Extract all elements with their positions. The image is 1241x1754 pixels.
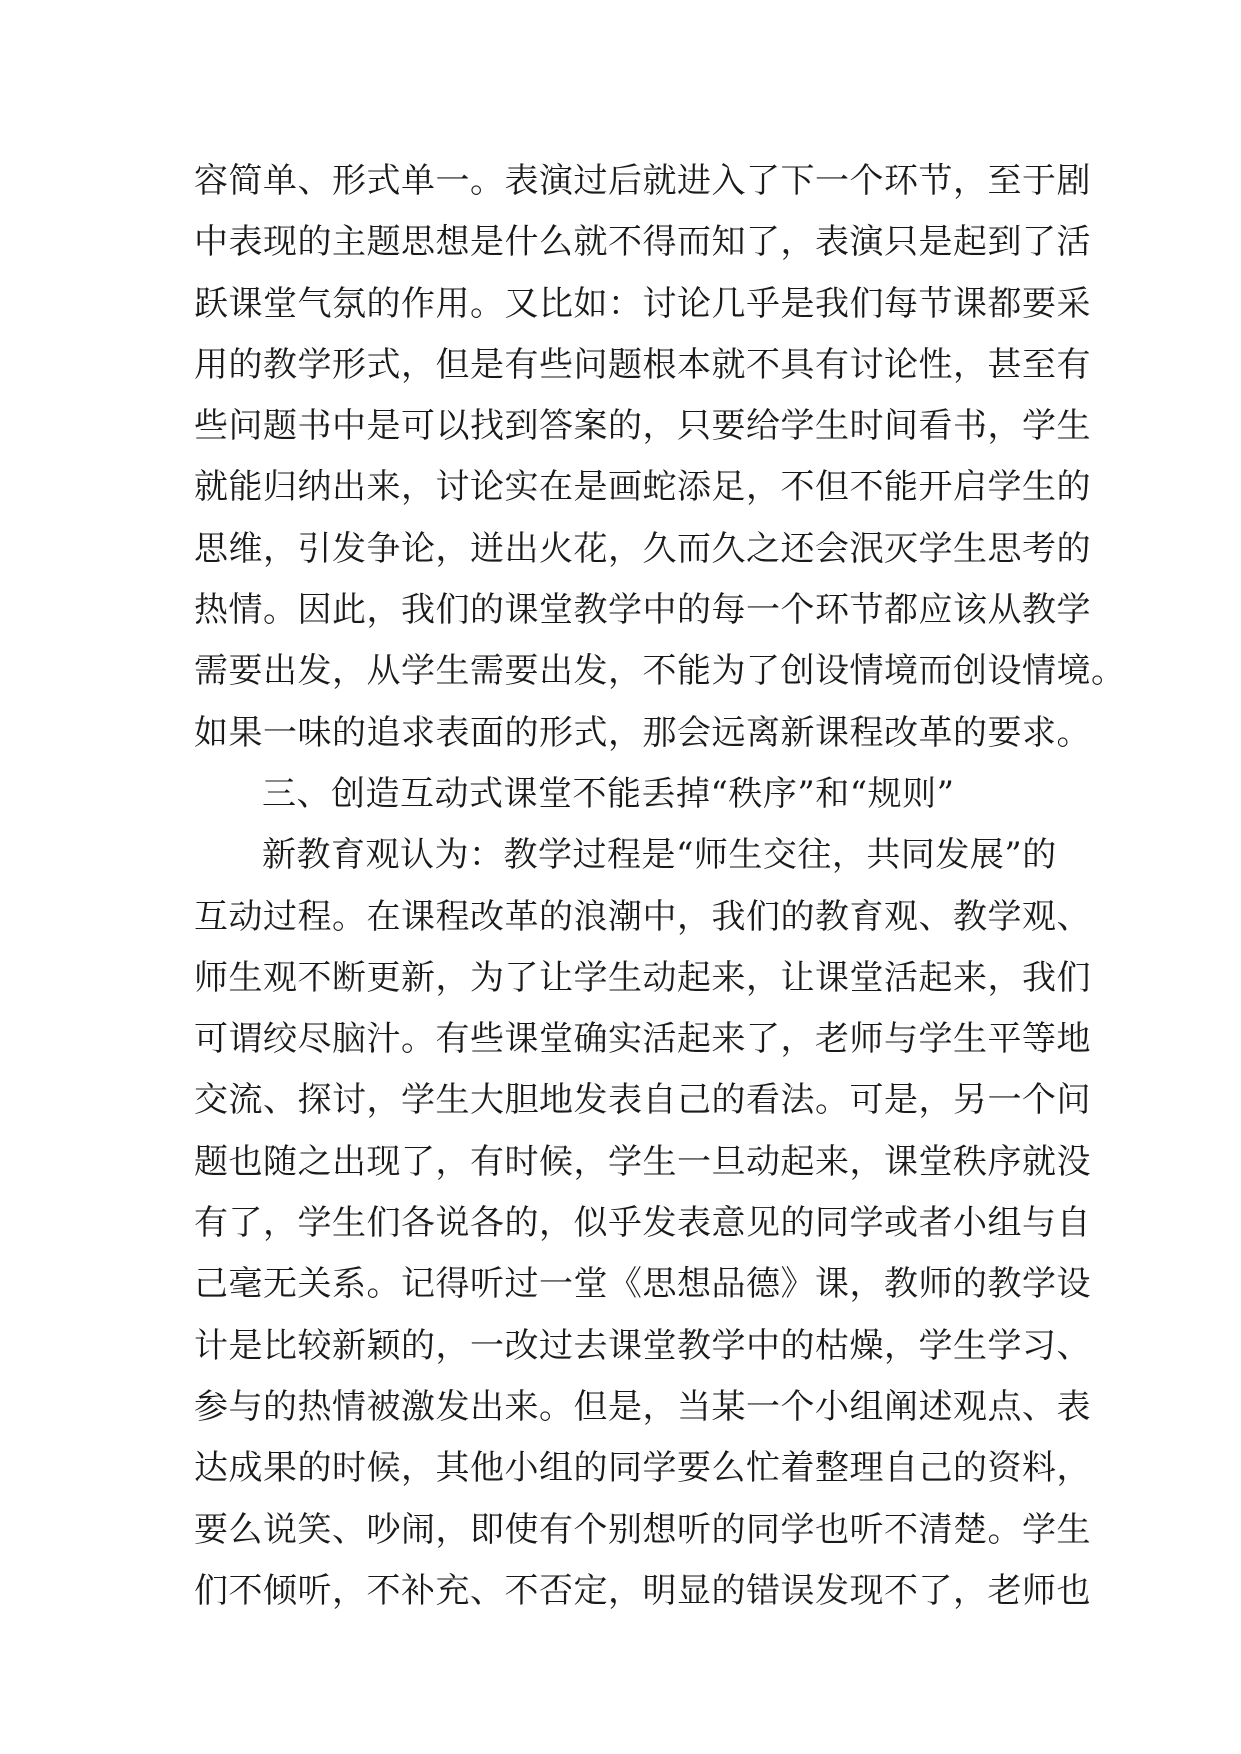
text-line: 就能归纳出来，讨论实在是画蛇添足，不但不能开启学生的	[194, 467, 1091, 508]
text-line: 交流、探讨，学生大胆地发表自己的看法。可是，另一个问	[194, 1080, 1091, 1121]
text-line: 们不倾听，不补充、不否定，明显的错误发现不了，老师也	[194, 1570, 1091, 1611]
text-line: 可谓绞尽脑汁。有些课堂确实活起来了，老师与学生平等地	[194, 1019, 1091, 1060]
text-line: 热情。因此，我们的课堂教学中的每一个环节都应该从教学	[194, 590, 1091, 631]
section-heading: 三、创造互动式课堂不能丢掉“秩序”和“规则”	[262, 773, 955, 814]
text-line: 跃课堂气氛的作用。又比如：讨论几乎是我们每节课都要采	[194, 283, 1091, 324]
text-line: 容简单、形式单一。表演过后就进入了下一个环节，至于剧	[194, 161, 1091, 201]
text-line: 师生观不断更新，为了让学生动起来，让课堂活起来，我们	[194, 957, 1091, 998]
paragraph-start: 新教育观认为：教学过程是“师生交往，共同发展”的	[262, 835, 1057, 876]
text-line: 互动过程。在课程改革的浪潮中，我们的教育观、教学观、	[194, 896, 1091, 937]
text-line: 有了，学生们各说各的，似乎发表意见的同学或者小组与自	[194, 1203, 1091, 1244]
text-line: 中表现的主题思想是什么就不得而知了，表演只是起到了活	[194, 222, 1091, 263]
text-line: 参与的热情被激发出来。但是，当某一个小组阐述观点、表	[194, 1386, 1091, 1427]
text-line: 题也随之出现了，有时候，学生一旦动起来，课堂秩序就没	[194, 1141, 1091, 1182]
text-line: 己毫无关系。记得听过一堂《思想品德》课，教师的教学设	[194, 1264, 1091, 1305]
text-line: 计是比较新颖的，一改过去课堂教学中的枯燥，学生学习、	[194, 1325, 1091, 1366]
text-line: 如果一味的追求表面的形式，那会远离新课程改革的要求。	[194, 712, 1091, 753]
text-line: 思维，引发争论，迸出火花，久而久之还会泯灭学生思考的	[194, 528, 1091, 569]
text-line: 用的教学形式，但是有些问题根本就不具有讨论性，甚至有	[194, 344, 1091, 385]
text-line: 些问题书中是可以找到答案的，只要给学生时间看书，学生	[194, 406, 1091, 447]
text-line: 达成果的时候，其他小组的同学要么忙着整理自己的资料，	[194, 1448, 1091, 1489]
text-line: 需要出发，从学生需要出发，不能为了创设情境而创设情境。	[194, 651, 1126, 692]
body-text	[194, 161, 1126, 1635]
text-line: 要么说笑、吵闹，即使有个别想听的同学也听不清楚。学生	[194, 1509, 1091, 1550]
